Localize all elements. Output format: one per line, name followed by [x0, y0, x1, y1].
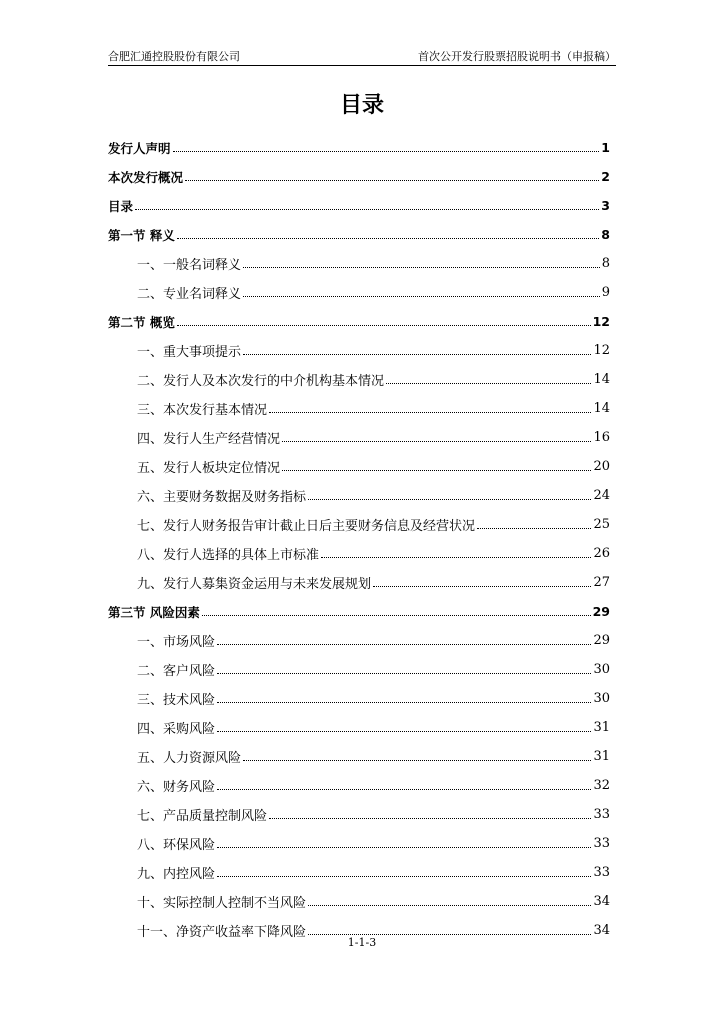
- toc-entry-label: 九、发行人募集资金运用与未来发展规划: [137, 577, 372, 592]
- toc-dot-leader: [217, 789, 591, 790]
- toc-chapter-entry[interactable]: [108, 191, 610, 220]
- toc-entry-page-number: 24: [593, 488, 610, 503]
- toc-entry-label: 目录: [108, 198, 134, 214]
- toc-entry-label: 十一、净资产收益率下降风险: [137, 925, 307, 940]
- toc-entry-page-number: 33: [593, 807, 610, 822]
- toc-entry-label: 一、一般名词释义: [137, 258, 242, 273]
- toc-entry-page-number: 32: [593, 778, 610, 793]
- toc-section-entry[interactable]: [108, 771, 610, 800]
- toc-dot-leader: [177, 325, 591, 326]
- toc-entry-label: 五、人力资源风险: [137, 751, 242, 766]
- toc-entry-label: 七、产品质量控制风险: [137, 809, 268, 824]
- toc-entry-label: 发行人声明: [108, 140, 171, 156]
- toc-dot-leader: [243, 296, 600, 297]
- toc-entry-page-number: 9: [601, 285, 610, 300]
- toc-entry-page-number: 14: [593, 372, 610, 387]
- toc-dot-leader: [173, 151, 600, 152]
- toc-dot-leader: [217, 673, 591, 674]
- toc-entry-label: 二、客户风险: [137, 664, 216, 679]
- toc-entry-label: 第一节 释义: [108, 227, 175, 243]
- toc-section-entry[interactable]: [108, 278, 610, 307]
- toc-section-entry[interactable]: [108, 249, 610, 278]
- toc-section-entry[interactable]: [108, 742, 610, 771]
- page-title: 目录: [339, 93, 384, 118]
- toc-dot-leader: [243, 760, 591, 761]
- toc-section-entry[interactable]: [108, 452, 610, 481]
- toc-section-entry[interactable]: [108, 887, 610, 916]
- toc-entry-page-number: 14: [593, 401, 610, 416]
- toc-entry-page-number: 16: [593, 430, 610, 445]
- toc-dot-leader: [217, 731, 591, 732]
- toc-section-entry[interactable]: [108, 858, 610, 887]
- toc-chapter-entry[interactable]: [108, 307, 610, 336]
- toc-dot-leader: [282, 441, 591, 442]
- toc-entry-label: 二、专业名词释义: [137, 287, 242, 302]
- toc-section-entry[interactable]: [108, 481, 610, 510]
- toc-entry-label: 一、市场风险: [137, 635, 216, 650]
- toc-entry-page-number: 8: [601, 227, 610, 242]
- toc-section-entry[interactable]: [108, 365, 610, 394]
- toc-entry-page-number: 2: [601, 169, 610, 184]
- toc-dot-leader: [477, 528, 591, 529]
- toc-dot-leader: [185, 180, 599, 181]
- toc-entry-label: 六、主要财务数据及财务指标: [137, 490, 307, 505]
- toc-section-entry[interactable]: [108, 626, 610, 655]
- toc-dot-leader: [373, 586, 591, 587]
- toc-entry-page-number: 31: [593, 749, 610, 764]
- toc-entry-page-number: 20: [593, 459, 610, 474]
- toc-entry-label: 七、发行人财务报告审计截止日后主要财务信息及经营状况: [137, 519, 476, 534]
- toc-section-entry[interactable]: [108, 423, 610, 452]
- toc-dot-leader: [135, 209, 599, 210]
- toc-chapter-entry[interactable]: [108, 220, 610, 249]
- toc-entry-page-number: 30: [593, 662, 610, 677]
- toc-entry-page-number: 3: [601, 198, 610, 213]
- toc-entry-label: 一、重大事项提示: [137, 345, 242, 360]
- toc-dot-leader: [202, 615, 591, 616]
- toc-entry-page-number: 8: [601, 256, 610, 271]
- toc-entry-page-number: 29: [593, 633, 610, 648]
- toc-entry-label: 六、财务风险: [137, 780, 216, 795]
- toc-dot-leader: [269, 412, 591, 413]
- toc-entry-page-number: 29: [592, 604, 610, 619]
- toc-section-entry[interactable]: [108, 713, 610, 742]
- toc-chapter-entry[interactable]: [108, 162, 610, 191]
- toc-section-entry[interactable]: [108, 336, 610, 365]
- toc-entry-page-number: 34: [593, 894, 610, 909]
- header-company-name: 合肥汇通控股股份有限公司: [108, 50, 240, 63]
- toc-dot-leader: [217, 876, 591, 877]
- page-header: [108, 48, 616, 66]
- toc-section-entry[interactable]: [108, 684, 610, 713]
- toc-section-entry[interactable]: [108, 829, 610, 858]
- toc-entry-label: 四、发行人生产经营情况: [137, 432, 281, 447]
- toc-entry-label: 九、内控风险: [137, 867, 216, 882]
- toc-section-entry[interactable]: [108, 510, 610, 539]
- toc-section-entry[interactable]: [108, 539, 610, 568]
- toc-dot-leader: [269, 818, 591, 819]
- toc-section-entry[interactable]: [108, 394, 610, 423]
- toc-entry-label: 本次发行概况: [108, 169, 184, 185]
- toc-dot-leader: [386, 383, 591, 384]
- toc-entry-label: 三、本次发行基本情况: [137, 403, 268, 418]
- toc-dot-leader: [243, 354, 591, 355]
- toc-dot-leader: [243, 267, 600, 268]
- toc-entry-label: 十、实际控制人控制不当风险: [137, 896, 307, 911]
- toc-entry-page-number: 12: [593, 343, 610, 358]
- toc-entry-label: 八、发行人选择的具体上市标准: [137, 548, 320, 563]
- toc-dot-leader: [282, 470, 591, 471]
- toc-entry-label: 第二节 概览: [108, 314, 175, 330]
- toc-entry-page-number: 25: [593, 517, 610, 532]
- toc-chapter-entry[interactable]: [108, 133, 610, 162]
- toc-dot-leader: [217, 847, 591, 848]
- toc-entry-label: 第三节 风险因素: [108, 604, 200, 620]
- toc-dot-leader: [308, 905, 591, 906]
- toc-entry-page-number: 1: [601, 140, 610, 155]
- toc-entry-page-number: 27: [593, 575, 610, 590]
- toc-entry-page-number: 33: [593, 836, 610, 851]
- toc-entry-page-number: 30: [593, 691, 610, 706]
- table-of-contents: [108, 133, 610, 945]
- toc-dot-leader: [217, 702, 591, 703]
- toc-dot-leader: [217, 644, 591, 645]
- toc-section-entry[interactable]: [108, 655, 610, 684]
- page-number: 1-1-3: [347, 936, 377, 949]
- toc-entry-label: 三、技术风险: [137, 693, 216, 708]
- toc-entry-label: 五、发行人板块定位情况: [137, 461, 281, 476]
- toc-dot-leader: [321, 557, 591, 558]
- toc-section-entry[interactable]: [108, 568, 610, 597]
- toc-dot-leader: [177, 238, 599, 239]
- toc-entry-page-number: 34: [593, 923, 610, 938]
- toc-entry-page-number: 26: [593, 546, 610, 561]
- header-rule: [108, 65, 616, 66]
- toc-entry-label: 二、发行人及本次发行的中介机构基本情况: [137, 374, 385, 389]
- toc-entry-page-number: 12: [592, 314, 610, 329]
- toc-entry-label: 八、环保风险: [137, 838, 216, 853]
- toc-dot-leader: [308, 499, 591, 500]
- toc-section-entry[interactable]: [108, 800, 610, 829]
- header-document-title: 首次公开发行股票招股说明书（申报稿）: [418, 50, 616, 63]
- toc-entry-page-number: 31: [593, 720, 610, 735]
- toc-entry-page-number: 33: [593, 865, 610, 880]
- toc-entry-label: 四、采购风险: [137, 722, 216, 737]
- toc-dot-leader: [308, 934, 591, 935]
- toc-chapter-entry[interactable]: [108, 597, 610, 626]
